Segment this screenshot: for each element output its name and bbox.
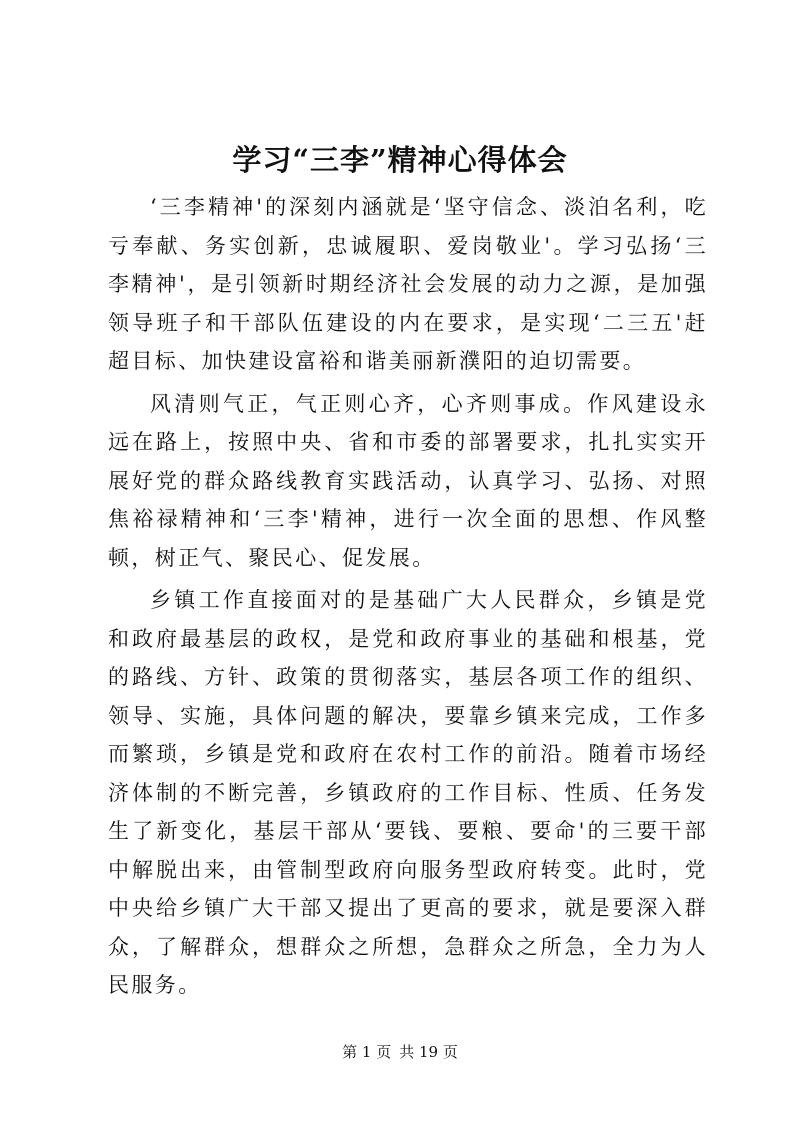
page-number: 第 1 页 (342, 1043, 392, 1061)
paragraph-3: 乡镇工作直接面对的是基础广大人民群众，乡镇是党和政府最基层的政权，是党和政府事业的基础和根基，党的路线、方针、政策的贯彻落实，基层各项工作的组织、领导、实施，具体问题的解决，要靠乡镇来完成，工作多而繁琐，乡镇是党和政府在农村工作的前沿。随着市场经济体制的不断完善，乡镇政府的工作目标、性质、任务发生了新变化，基层干部从‘要钱、要粮、要命'的三要干部中解脱出来，由管制型政府向服务型政府转变。此时，党中央给乡镇广大干部又提出了更高的要求，就是要深入群众，了解群众，想群众之所想，急群众之所急，全力为人民服务。 (108, 588, 708, 997)
page-footer (0, 1042, 800, 1062)
paragraph-2: 风清则气正，气正则心齐，心齐则事成。作风建设永远在路上，按照中央、省和市委的部署要求，扎扎实实开展好党的群众路线教育实践活动，认真学习、弘扬、对照焦裕禄精神和‘三李'精神，进行一次全面的思想、作风整顿，树正气、聚民心、促发展。 (108, 391, 708, 570)
page-total: 共 19 页 (399, 1043, 458, 1061)
paragraph-1: ‘三李精神'的深刻内涵就是‘坚守信念、淡泊名利，吃亏奉献、务实创新，忠诚履职、爱岗敬业'。学习弘扬‘三李精神'，是引领新时期经济社会发展的动力之源，是加强领导班子和干部队伍建设的内在要求，是实现‘二三五'赶超目标、加快建设富裕和谐美丽新濮阳的迫切需要。 (108, 195, 708, 373)
document-body (108, 188, 708, 1009)
page-title: 学习“三李”精神心得体会 (232, 143, 568, 177)
